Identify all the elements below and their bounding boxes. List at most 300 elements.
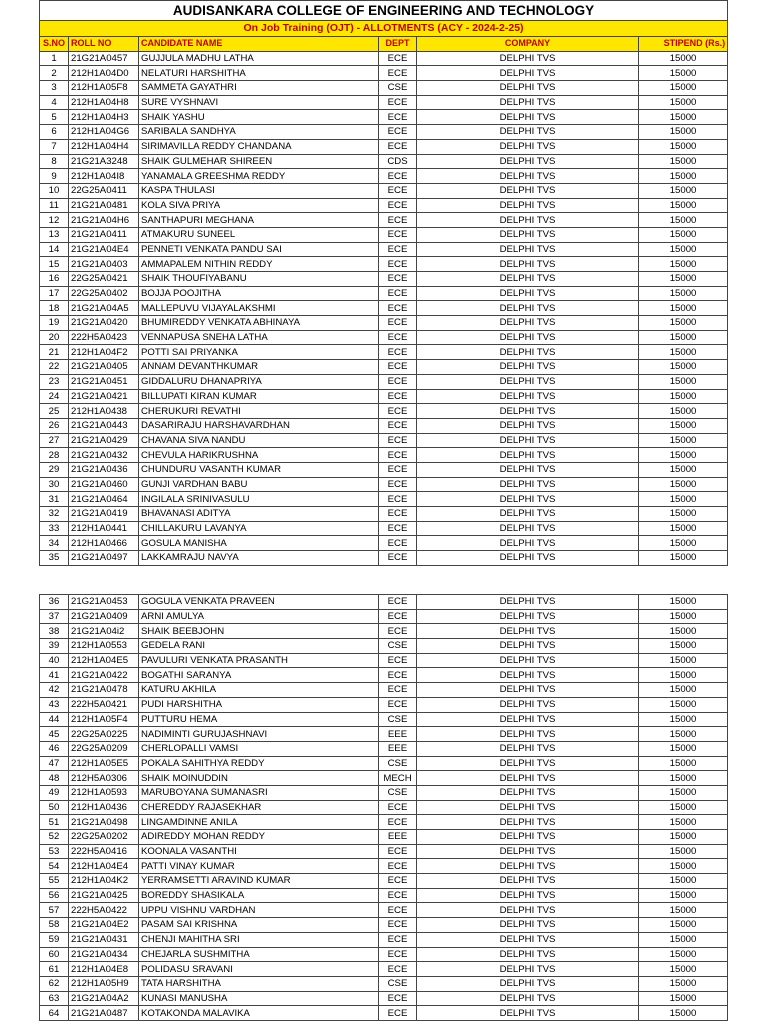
row-company: DELPHI TVS [417, 874, 639, 889]
row-dept: ECE [379, 668, 417, 683]
row-company: DELPHI TVS [417, 330, 639, 345]
table-row [40, 712, 728, 727]
row-company: DELPHI TVS [417, 477, 639, 492]
row-candidate-name: SHAIK MOINUDDIN [139, 771, 379, 786]
row-dept: ECE [379, 492, 417, 507]
table-row [40, 991, 728, 1006]
row-roll-no: 212H1A04H4 [69, 139, 139, 154]
row-dept: ECE [379, 683, 417, 698]
row-dept: ECE [379, 888, 417, 903]
row-roll-no: 21G21A0453 [69, 595, 139, 610]
row-dept: CSE [379, 712, 417, 727]
row-company: DELPHI TVS [417, 316, 639, 331]
row-roll-no: 21G21A04A2 [69, 991, 139, 1006]
row-stipend: 15000 [639, 507, 728, 522]
header-sno: S.NO [40, 37, 69, 52]
row-company: DELPHI TVS [417, 771, 639, 786]
row-stipend: 15000 [639, 888, 728, 903]
row-sno: 50 [40, 800, 69, 815]
row-candidate-name: SAMMETA GAYATHRI [139, 81, 379, 96]
row-roll-no: 22G25A0411 [69, 183, 139, 198]
row-roll-no: 212H1A04F2 [69, 345, 139, 360]
row-roll-no: 212H1A04E5 [69, 653, 139, 668]
table-row [40, 1006, 728, 1021]
table-row [40, 492, 728, 507]
row-roll-no: 222H5A0423 [69, 330, 139, 345]
row-dept: EEE [379, 727, 417, 742]
row-candidate-name: SHAIK YASHU [139, 110, 379, 125]
header-company: COMPANY [417, 37, 639, 52]
row-candidate-name: CHEVULA HARIKRUSHNA [139, 448, 379, 463]
row-dept: ECE [379, 183, 417, 198]
table-row [40, 51, 728, 66]
row-sno: 52 [40, 830, 69, 845]
table-row [40, 741, 728, 756]
table-body-2 [40, 595, 728, 1021]
row-dept: CSE [379, 976, 417, 991]
row-dept: ECE [379, 242, 417, 257]
row-roll-no: 21G21A0420 [69, 316, 139, 331]
row-candidate-name: KASPA THULASI [139, 183, 379, 198]
row-stipend: 15000 [639, 918, 728, 933]
row-stipend: 15000 [639, 242, 728, 257]
row-stipend: 15000 [639, 947, 728, 962]
row-stipend: 15000 [639, 668, 728, 683]
row-dept: ECE [379, 286, 417, 301]
row-company: DELPHI TVS [417, 492, 639, 507]
row-candidate-name: VENNAPUSA SNEHA LATHA [139, 330, 379, 345]
row-dept: ECE [379, 227, 417, 242]
table-row [40, 888, 728, 903]
row-sno: 1 [40, 51, 69, 66]
row-dept: ECE [379, 595, 417, 610]
row-dept: EEE [379, 741, 417, 756]
subtitle-row [40, 21, 728, 37]
table-row [40, 595, 728, 610]
table-row [40, 551, 728, 566]
row-dept: CSE [379, 81, 417, 96]
row-stipend: 15000 [639, 1006, 728, 1021]
row-sno: 2 [40, 66, 69, 81]
row-sno: 48 [40, 771, 69, 786]
row-dept: ECE [379, 462, 417, 477]
table-row [40, 756, 728, 771]
row-candidate-name: SARIBALA SANDHYA [139, 125, 379, 140]
row-stipend: 15000 [639, 418, 728, 433]
row-candidate-name: NELATURI HARSHITHA [139, 66, 379, 81]
row-sno: 18 [40, 301, 69, 316]
row-company: DELPHI TVS [417, 741, 639, 756]
row-roll-no: 21G21A3248 [69, 154, 139, 169]
row-company: DELPHI TVS [417, 551, 639, 566]
row-roll-no: 212H1A0466 [69, 536, 139, 551]
row-stipend: 15000 [639, 697, 728, 712]
row-roll-no: 21G21A0460 [69, 477, 139, 492]
row-sno: 59 [40, 932, 69, 947]
row-roll-no: 21G21A0464 [69, 492, 139, 507]
row-sno: 13 [40, 227, 69, 242]
row-stipend: 15000 [639, 110, 728, 125]
row-roll-no: 21G21A0403 [69, 257, 139, 272]
row-stipend: 15000 [639, 477, 728, 492]
table-row [40, 286, 728, 301]
table-row [40, 169, 728, 184]
row-roll-no: 212H1A05H9 [69, 976, 139, 991]
row-candidate-name: NADIMINTI GURUJASHNAVI [139, 727, 379, 742]
table-row [40, 639, 728, 654]
row-sno: 12 [40, 213, 69, 228]
row-candidate-name: SIRIMAVILLA REDDY CHANDANA [139, 139, 379, 154]
row-candidate-name: CHENJI MAHITHA SRI [139, 932, 379, 947]
row-dept: ECE [379, 1006, 417, 1021]
row-stipend: 15000 [639, 771, 728, 786]
row-candidate-name: ATMAKURU SUNEEL [139, 227, 379, 242]
row-roll-no: 212H1A05E5 [69, 756, 139, 771]
row-roll-no: 212H1A05F8 [69, 81, 139, 96]
table-row [40, 830, 728, 845]
table-row [40, 507, 728, 522]
allotment-table-1 [39, 0, 728, 566]
row-roll-no: 212H1A05F4 [69, 712, 139, 727]
row-roll-no: 21G21A0487 [69, 1006, 139, 1021]
row-dept: ECE [379, 418, 417, 433]
row-dept: ECE [379, 374, 417, 389]
row-roll-no: 212H1A0553 [69, 639, 139, 654]
row-candidate-name: TATA HARSHITHA [139, 976, 379, 991]
row-dept: ECE [379, 448, 417, 463]
row-candidate-name: CHEREDDY RAJASEKHAR [139, 800, 379, 815]
row-roll-no: 212H1A04H8 [69, 95, 139, 110]
row-roll-no: 22G25A0209 [69, 741, 139, 756]
row-roll-no: 21G21A0419 [69, 507, 139, 522]
row-company: DELPHI TVS [417, 183, 639, 198]
table-row [40, 66, 728, 81]
row-stipend: 15000 [639, 183, 728, 198]
row-candidate-name: LAKKAMRAJU NAVYA [139, 551, 379, 566]
row-stipend: 15000 [639, 272, 728, 287]
row-sno: 34 [40, 536, 69, 551]
row-candidate-name: DASARIRAJU HARSHAVARDHAN [139, 418, 379, 433]
table-row [40, 433, 728, 448]
table-row [40, 771, 728, 786]
row-roll-no: 21G21A04E4 [69, 242, 139, 257]
header-stipend: STIPEND (Rs.) [639, 37, 728, 52]
table-row [40, 95, 728, 110]
table-row [40, 316, 728, 331]
row-candidate-name: ANNAM DEVANTHKUMAR [139, 360, 379, 375]
row-sno: 6 [40, 125, 69, 140]
row-candidate-name: POKALA SAHITHYA REDDY [139, 756, 379, 771]
table-row [40, 609, 728, 624]
row-stipend: 15000 [639, 874, 728, 889]
row-candidate-name: LINGAMDINNE ANILA [139, 815, 379, 830]
row-roll-no: 21G21A04A5 [69, 301, 139, 316]
row-dept: ECE [379, 477, 417, 492]
table-row [40, 962, 728, 977]
row-candidate-name: POTTI SAI PRIYANKA [139, 345, 379, 360]
table-row [40, 976, 728, 991]
row-sno: 62 [40, 976, 69, 991]
row-stipend: 15000 [639, 756, 728, 771]
row-roll-no: 212H1A0438 [69, 404, 139, 419]
row-company: DELPHI TVS [417, 169, 639, 184]
row-stipend: 15000 [639, 991, 728, 1006]
table-row [40, 183, 728, 198]
row-stipend: 15000 [639, 51, 728, 66]
row-candidate-name: GIDDALURU DHANAPRIYA [139, 374, 379, 389]
table-row [40, 947, 728, 962]
row-candidate-name: AMMAPALEM NITHIN REDDY [139, 257, 379, 272]
row-sno: 44 [40, 712, 69, 727]
row-company: DELPHI TVS [417, 815, 639, 830]
row-company: DELPHI TVS [417, 213, 639, 228]
row-sno: 49 [40, 785, 69, 800]
row-stipend: 15000 [639, 213, 728, 228]
row-dept: ECE [379, 874, 417, 889]
row-sno: 46 [40, 741, 69, 756]
row-stipend: 15000 [639, 903, 728, 918]
row-dept: ECE [379, 536, 417, 551]
row-company: DELPHI TVS [417, 66, 639, 81]
row-dept: ECE [379, 51, 417, 66]
row-sno: 42 [40, 683, 69, 698]
row-sno: 53 [40, 844, 69, 859]
row-roll-no: 212H1A04E4 [69, 859, 139, 874]
row-roll-no: 21G21A0443 [69, 418, 139, 433]
row-candidate-name: SHAIK GULMEHAR SHIREEN [139, 154, 379, 169]
row-stipend: 15000 [639, 301, 728, 316]
row-roll-no: 21G21A04i2 [69, 624, 139, 639]
row-roll-no: 21G21A04H6 [69, 213, 139, 228]
row-candidate-name: CHAVANA SIVA NANDU [139, 433, 379, 448]
row-roll-no: 21G21A0498 [69, 815, 139, 830]
row-company: DELPHI TVS [417, 286, 639, 301]
table-row [40, 139, 728, 154]
table-row [40, 815, 728, 830]
row-stipend: 15000 [639, 932, 728, 947]
row-candidate-name: PATTI VINAY KUMAR [139, 859, 379, 874]
title-row [40, 1, 728, 21]
row-company: DELPHI TVS [417, 888, 639, 903]
row-company: DELPHI TVS [417, 595, 639, 610]
row-stipend: 15000 [639, 374, 728, 389]
row-roll-no: 22G25A0225 [69, 727, 139, 742]
row-candidate-name: SURE VYSHNAVI [139, 95, 379, 110]
row-company: DELPHI TVS [417, 918, 639, 933]
table-row [40, 800, 728, 815]
row-candidate-name: BOREDDY SHASIKALA [139, 888, 379, 903]
table-row [40, 272, 728, 287]
table-row [40, 932, 728, 947]
row-company: DELPHI TVS [417, 139, 639, 154]
row-roll-no: 22G25A0402 [69, 286, 139, 301]
row-candidate-name: INGILALA SRINIVASULU [139, 492, 379, 507]
table-row [40, 198, 728, 213]
row-candidate-name: KATURU AKHILA [139, 683, 379, 698]
row-company: DELPHI TVS [417, 932, 639, 947]
row-stipend: 15000 [639, 360, 728, 375]
row-dept: CDS [379, 154, 417, 169]
row-dept: ECE [379, 213, 417, 228]
row-sno: 56 [40, 888, 69, 903]
row-dept: ECE [379, 918, 417, 933]
row-candidate-name: BHUMIREDDY VENKATA ABHINAYA [139, 316, 379, 331]
row-company: DELPHI TVS [417, 301, 639, 316]
row-dept: ECE [379, 800, 417, 815]
row-roll-no: 212H1A04D0 [69, 66, 139, 81]
row-company: DELPHI TVS [417, 962, 639, 977]
row-sno: 25 [40, 404, 69, 419]
row-company: DELPHI TVS [417, 639, 639, 654]
row-stipend: 15000 [639, 330, 728, 345]
row-dept: ECE [379, 301, 417, 316]
table-row [40, 418, 728, 433]
row-dept: ECE [379, 947, 417, 962]
row-sno: 16 [40, 272, 69, 287]
table-row [40, 242, 728, 257]
row-roll-no: 21G21A0432 [69, 448, 139, 463]
table-row [40, 81, 728, 96]
row-stipend: 15000 [639, 433, 728, 448]
row-roll-no: 212H1A04I8 [69, 169, 139, 184]
row-sno: 41 [40, 668, 69, 683]
row-company: DELPHI TVS [417, 404, 639, 419]
row-sno: 26 [40, 418, 69, 433]
row-candidate-name: SHAIK THOUFIYABANU [139, 272, 379, 287]
row-company: DELPHI TVS [417, 418, 639, 433]
row-stipend: 15000 [639, 154, 728, 169]
row-sno: 10 [40, 183, 69, 198]
row-roll-no: 212H1A04E8 [69, 962, 139, 977]
row-roll-no: 21G21A04E2 [69, 918, 139, 933]
row-company: DELPHI TVS [417, 727, 639, 742]
table-row [40, 330, 728, 345]
table-row [40, 477, 728, 492]
row-dept: ECE [379, 125, 417, 140]
row-dept: ECE [379, 991, 417, 1006]
row-company: DELPHI TVS [417, 462, 639, 477]
row-company: DELPHI TVS [417, 198, 639, 213]
row-candidate-name: MARUBOYANA SUMANASRI [139, 785, 379, 800]
row-dept: ECE [379, 609, 417, 624]
row-sno: 63 [40, 991, 69, 1006]
row-company: DELPHI TVS [417, 345, 639, 360]
row-stipend: 15000 [639, 639, 728, 654]
row-company: DELPHI TVS [417, 507, 639, 522]
row-stipend: 15000 [639, 521, 728, 536]
table-row [40, 918, 728, 933]
row-candidate-name: PUTTURU HEMA [139, 712, 379, 727]
row-stipend: 15000 [639, 198, 728, 213]
row-candidate-name: KOONALA VASANTHI [139, 844, 379, 859]
row-dept: ECE [379, 653, 417, 668]
row-company: DELPHI TVS [417, 785, 639, 800]
row-company: DELPHI TVS [417, 756, 639, 771]
row-dept: ECE [379, 815, 417, 830]
row-candidate-name: KOLA SIVA PRIYA [139, 198, 379, 213]
row-roll-no: 21G21A0434 [69, 947, 139, 962]
row-sno: 32 [40, 507, 69, 522]
row-candidate-name: POLIDASU SRAVANI [139, 962, 379, 977]
row-candidate-name: SHAIK BEEBJOHN [139, 624, 379, 639]
row-stipend: 15000 [639, 785, 728, 800]
row-company: DELPHI TVS [417, 448, 639, 463]
table-row [40, 404, 728, 419]
header-roll-no: ROLL NO [69, 37, 139, 52]
row-company: DELPHI TVS [417, 433, 639, 448]
row-roll-no: 212H1A0441 [69, 521, 139, 536]
row-sno: 33 [40, 521, 69, 536]
row-candidate-name: CHUNDURU VASANTH KUMAR [139, 462, 379, 477]
table-row [40, 859, 728, 874]
row-roll-no: 21G21A0497 [69, 551, 139, 566]
row-candidate-name: GEDELA RANI [139, 639, 379, 654]
row-sno: 24 [40, 389, 69, 404]
row-roll-no: 21G21A0431 [69, 932, 139, 947]
row-sno: 58 [40, 918, 69, 933]
row-candidate-name: BOGATHI SARANYA [139, 668, 379, 683]
row-sno: 19 [40, 316, 69, 331]
row-stipend: 15000 [639, 609, 728, 624]
row-company: DELPHI TVS [417, 1006, 639, 1021]
row-candidate-name: GOSULA MANISHA [139, 536, 379, 551]
row-stipend: 15000 [639, 345, 728, 360]
row-company: DELPHI TVS [417, 609, 639, 624]
row-dept: ECE [379, 859, 417, 874]
row-company: DELPHI TVS [417, 272, 639, 287]
row-roll-no: 21G21A0409 [69, 609, 139, 624]
row-sno: 27 [40, 433, 69, 448]
table-body-1 [40, 51, 728, 565]
row-stipend: 15000 [639, 286, 728, 301]
row-stipend: 15000 [639, 815, 728, 830]
row-dept: ECE [379, 697, 417, 712]
row-stipend: 15000 [639, 830, 728, 845]
row-sno: 15 [40, 257, 69, 272]
row-company: DELPHI TVS [417, 154, 639, 169]
table-row [40, 653, 728, 668]
row-company: DELPHI TVS [417, 257, 639, 272]
row-candidate-name: BOJJA POOJITHA [139, 286, 379, 301]
row-stipend: 15000 [639, 169, 728, 184]
row-roll-no: 212H1A04G6 [69, 125, 139, 140]
row-dept: ECE [379, 962, 417, 977]
row-sno: 61 [40, 962, 69, 977]
header-candidate-name: CANDIDATE NAME [139, 37, 379, 52]
row-stipend: 15000 [639, 727, 728, 742]
row-dept: ECE [379, 932, 417, 947]
row-candidate-name: ARNI AMULYA [139, 609, 379, 624]
row-stipend: 15000 [639, 741, 728, 756]
row-sno: 36 [40, 595, 69, 610]
row-sno: 21 [40, 345, 69, 360]
row-company: DELPHI TVS [417, 242, 639, 257]
row-stipend: 15000 [639, 976, 728, 991]
table-row [40, 345, 728, 360]
table-row [40, 227, 728, 242]
row-stipend: 15000 [639, 800, 728, 815]
row-sno: 45 [40, 727, 69, 742]
row-dept: CSE [379, 756, 417, 771]
row-dept: ECE [379, 66, 417, 81]
row-stipend: 15000 [639, 551, 728, 566]
row-stipend: 15000 [639, 257, 728, 272]
row-stipend: 15000 [639, 448, 728, 463]
row-roll-no: 212H5A0306 [69, 771, 139, 786]
row-sno: 31 [40, 492, 69, 507]
table-row [40, 785, 728, 800]
row-candidate-name: PAVULURI VENKATA PRASANTH [139, 653, 379, 668]
